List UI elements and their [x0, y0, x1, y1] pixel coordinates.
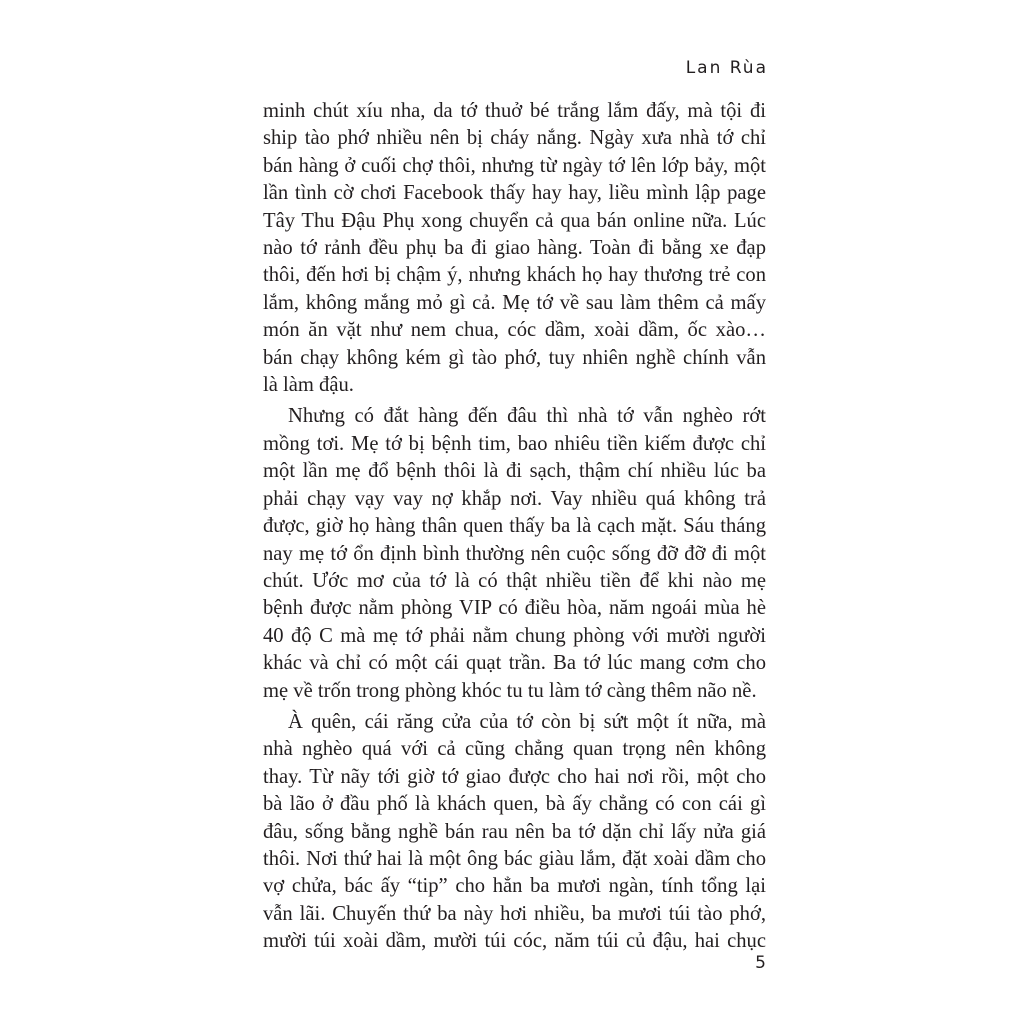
text-line: một lần mẹ đổ bệnh thôi là đi sạch, thậm chí nhiều lúc ba: [263, 460, 766, 483]
text-line: vợ chửa, bác ấy “tip” cho hẳn ba mươi ngàn, tính tổng lại: [263, 875, 766, 898]
text-line: Tây Thu Đậu Phụ xong chuyển cả qua bán online nữa. Lúc: [263, 209, 766, 232]
paragraph-2: [263, 403, 766, 704]
text-line: đâu, sống bằng nghề bán rau nên ba tớ dặn chỉ lấy nửa giá: [263, 820, 766, 843]
text-line: món ăn vặt như nem chua, cóc dầm, xoài dầm, ốc xào…: [263, 319, 766, 342]
text-line: nào tớ rảnh đều phụ ba đi giao hàng. Toàn đi bằng xe đạp: [263, 237, 766, 260]
text-line: À quên, cái răng cửa của tớ còn bị sứt một ít nữa, mà: [288, 710, 766, 733]
paragraph-3: [263, 709, 766, 956]
body-text: [263, 98, 766, 960]
text-line: bà lão ở đầu phố là khách quen, bà ấy chẳng có con cái gì: [263, 793, 766, 816]
text-line: mẹ về trốn trong phòng khóc tu tu làm tớ càng thêm não nề.: [263, 679, 757, 702]
text-line: khác và chỉ có một cái quạt trần. Ba tớ lúc mang cơm cho: [263, 652, 766, 675]
text-line: bệnh được nằm phòng VIP có điều hòa, năm ngoái mùa hè: [263, 597, 766, 620]
text-line: nhà nghèo quá với cả cũng chẳng quan trọng nên không: [263, 738, 766, 761]
page-number: 5: [755, 953, 766, 973]
text-line: bán hàng ở cuối chợ thôi, nhưng từ ngày tớ lên lớp bảy, một: [263, 154, 766, 177]
text-line: minh chút xíu nha, da tớ thuở bé trắng lắm đấy, mà tội đi: [263, 100, 766, 122]
text-line: ship tào phớ nhiều nên bị cháy nắng. Ngày xưa nhà tớ chỉ: [263, 127, 766, 150]
text-line: lắm, không mắng mỏ gì cả. Mẹ tớ về sau làm thêm cả mấy: [263, 291, 766, 314]
running-header: Lan Rùa: [685, 58, 768, 78]
text-line: vẫn lãi. Chuyến thứ ba này hơi nhiều, ba mươi túi tào phớ,: [263, 902, 766, 925]
text-line: nay mẹ tớ ổn định bình thường nên cuộc sống đỡ đỡ đi một: [263, 542, 766, 565]
text-line: là làm đậu.: [263, 374, 354, 397]
text-line: được, giờ họ hàng thân quen thấy ba là cạch mặt. Sáu tháng: [263, 515, 766, 538]
text-line: lần tình cờ chơi Facebook thấy hay hay, liều mình lập page: [263, 182, 766, 205]
text-line: bán chạy không kém gì tào phớ, tuy nhiên nghề chính vẫn: [263, 346, 766, 369]
text-line: thôi. Nơi thứ hai là một ông bác giàu lắm, đặt xoài dầm cho: [263, 847, 766, 870]
text-line: thay. Từ nãy tới giờ tớ giao được cho hai nơi rồi, một cho: [263, 765, 766, 788]
text-line: Nhưng có đắt hàng đến đâu thì nhà tớ vẫn nghèo rớt: [288, 405, 766, 428]
text-line: thôi, đến hơi bị chậm ý, nhưng khách họ hay thương trẻ con: [263, 264, 766, 287]
text-line: mười túi xoài dầm, mười túi cóc, năm túi củ đậu, hai chục: [263, 930, 766, 953]
text-line: 40 độ C mà mẹ tớ phải nằm chung phòng với mười người: [263, 624, 766, 647]
paragraph-1: [263, 98, 766, 399]
text-line: mồng tơi. Mẹ tớ bị bệnh tim, bao nhiêu tiền kiếm được chỉ: [263, 432, 766, 455]
text-line: phải chạy vạy vay nợ khắp nơi. Vay nhiều quá không trả: [263, 487, 766, 510]
text-line: chút. Ước mơ của tớ là có thật nhiều tiền để khi nào mẹ: [263, 569, 766, 592]
